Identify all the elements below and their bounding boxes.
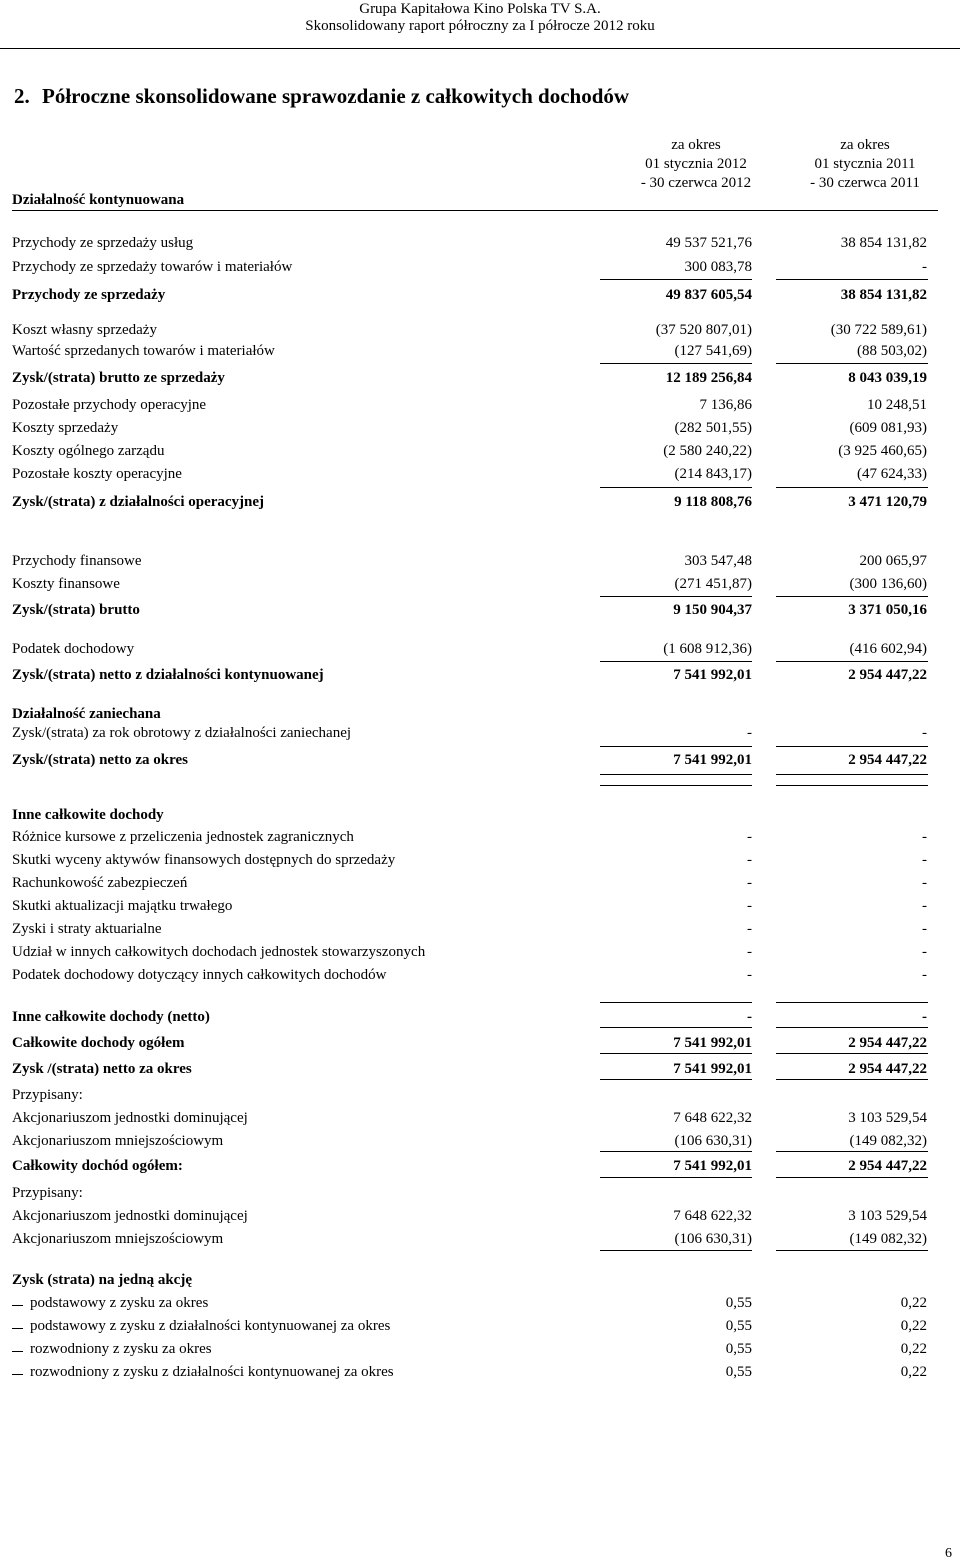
value-2011: - bbox=[922, 875, 927, 891]
subtotal-rule bbox=[600, 1027, 752, 1028]
table-row bbox=[0, 1318, 960, 1338]
value-2011: 3 103 529,54 bbox=[848, 1208, 927, 1224]
table-row bbox=[0, 875, 960, 895]
bullet-dash bbox=[12, 1374, 23, 1375]
value-2011: 2 954 447,22 bbox=[848, 1158, 927, 1174]
subtotal-rule bbox=[776, 1027, 928, 1028]
table-row bbox=[0, 1158, 960, 1178]
subtotal-rule bbox=[776, 596, 928, 597]
row-label: podstawowy z zysku za okres bbox=[30, 1295, 209, 1311]
table-row bbox=[0, 576, 960, 596]
row-label: Skutki wyceny aktywów finansowych dostępnych do sprzedaży bbox=[12, 852, 396, 868]
value-2011: - bbox=[922, 852, 927, 868]
subtotal-rule bbox=[600, 487, 752, 488]
table-row bbox=[0, 343, 960, 363]
row-label: Przychody ze sprzedaży usług bbox=[12, 235, 194, 251]
header-company: Grupa Kapitałowa Kino Polska TV S.A. bbox=[359, 1, 601, 17]
subtotal-rule bbox=[776, 1151, 928, 1152]
value-2012: (1 608 912,36) bbox=[663, 641, 752, 657]
value-2011: 3 371 050,16 bbox=[848, 602, 927, 618]
value-2011: 2 954 447,22 bbox=[848, 1035, 927, 1051]
row-label: Podatek dochodowy dotyczący innych całkowitych dochodów bbox=[12, 967, 387, 983]
value-2011: (416 602,94) bbox=[849, 641, 927, 657]
value-2012: - bbox=[747, 967, 752, 983]
header-report-title: Skonsolidowany raport półroczny za I półrocze 2012 roku bbox=[305, 18, 655, 34]
subtotal-rule bbox=[776, 746, 928, 747]
row-label: Zysk/(strata) brutto bbox=[12, 602, 140, 618]
value-2011: 38 854 131,82 bbox=[840, 235, 927, 251]
row-label: Wartość sprzedanych towarów i materiałów bbox=[12, 343, 275, 359]
table-row bbox=[0, 322, 960, 342]
subtotal-rule bbox=[600, 1151, 752, 1152]
section-number: 2. bbox=[14, 84, 30, 108]
value-2012: 7 541 992,01 bbox=[673, 1158, 752, 1174]
table-row bbox=[0, 602, 960, 622]
subtotal-rule bbox=[600, 1079, 752, 1080]
row-label: rozwodniony z zysku z działalności kontynuowanej za okres bbox=[30, 1364, 394, 1380]
row-label: Inne całkowite dochody (netto) bbox=[12, 1009, 210, 1025]
row-label: Przypisany: bbox=[12, 1087, 83, 1103]
value-2012: 0,55 bbox=[725, 1341, 752, 1357]
value-2011: 3 471 120,79 bbox=[848, 494, 927, 510]
value-2011: 38 854 131,82 bbox=[840, 287, 927, 303]
section-title: Półroczne skonsolidowane sprawozdanie z całkowitych dochodów bbox=[42, 84, 630, 108]
row-label: Przychody finansowe bbox=[12, 553, 142, 569]
value-2011: (149 082,32) bbox=[849, 1231, 927, 1247]
value-2012: 0,55 bbox=[725, 1318, 752, 1334]
value-2012: - bbox=[747, 852, 752, 868]
value-2012: 7 541 992,01 bbox=[673, 1035, 752, 1051]
value-2012: 12 189 256,84 bbox=[665, 370, 752, 386]
row-label: Zysk/(strata) netto za okres bbox=[12, 752, 188, 768]
subtotal-rule bbox=[600, 1177, 752, 1178]
value-2011: - bbox=[922, 967, 927, 983]
value-2011: (609 081,93) bbox=[849, 420, 927, 436]
value-2011: - bbox=[922, 259, 927, 275]
table-row bbox=[0, 1009, 960, 1029]
table-row bbox=[0, 1364, 960, 1384]
value-2012: 9 150 904,37 bbox=[673, 602, 752, 618]
value-2012: 9 118 808,76 bbox=[674, 494, 752, 510]
table-row bbox=[0, 397, 960, 417]
value-2012: 7 136,86 bbox=[699, 397, 752, 413]
value-2011: 2 954 447,22 bbox=[848, 667, 927, 683]
subtotal-rule bbox=[600, 363, 752, 364]
table-row bbox=[0, 1272, 960, 1292]
row-label: Akcjonariuszom mniejszościowym bbox=[12, 1133, 224, 1149]
table-row bbox=[0, 1341, 960, 1361]
table-row bbox=[0, 259, 960, 279]
value-2012: 7 541 992,01 bbox=[673, 667, 752, 683]
row-label: Przychody ze sprzedaży bbox=[12, 287, 166, 303]
bullet-dash bbox=[12, 1328, 23, 1329]
row-label: Zysk/(strata) netto z działalności kontynuowanej bbox=[12, 667, 324, 683]
row-label: Koszty finansowe bbox=[12, 576, 120, 592]
table-row bbox=[0, 443, 960, 463]
table-row bbox=[0, 1035, 960, 1055]
value-2012: - bbox=[747, 875, 752, 891]
header-divider bbox=[0, 48, 960, 49]
value-2011: (30 722 589,61) bbox=[830, 322, 927, 338]
row-label: Inne całkowite dochody bbox=[12, 807, 164, 823]
value-2012: - bbox=[747, 898, 752, 914]
double-underline bbox=[600, 785, 752, 786]
value-2011: (88 503,02) bbox=[857, 343, 927, 359]
table-row bbox=[0, 898, 960, 918]
column-header-2012-line3: - 30 czerwca 2012 bbox=[640, 175, 752, 191]
column-header-2012-line1: za okres bbox=[671, 137, 721, 153]
value-2012: (106 630,31) bbox=[674, 1231, 752, 1247]
subtotal-rule bbox=[600, 661, 752, 662]
column-header-2011-line1: za okres bbox=[840, 137, 890, 153]
subtotal-rule bbox=[776, 1053, 928, 1054]
value-2012: (127 541,69) bbox=[674, 343, 752, 359]
double-underline bbox=[776, 785, 928, 786]
value-2012: (106 630,31) bbox=[674, 1133, 752, 1149]
value-2011: 0,22 bbox=[900, 1318, 927, 1334]
table-row bbox=[0, 944, 960, 964]
value-2011: - bbox=[922, 725, 927, 741]
value-2011: (47 624,33) bbox=[857, 466, 927, 482]
table-row bbox=[0, 370, 960, 390]
subtotal-rule bbox=[600, 1002, 752, 1003]
row-label: Przychody ze sprzedaży towarów i materiałów bbox=[12, 259, 293, 275]
value-2011: 8 043 039,19 bbox=[848, 370, 927, 386]
value-2012: (271 451,87) bbox=[674, 576, 752, 592]
value-2011: (3 925 460,65) bbox=[838, 443, 927, 459]
value-2011: - bbox=[922, 921, 927, 937]
row-label: rozwodniony z zysku za okres bbox=[30, 1341, 212, 1357]
value-2012: 7 648 622,32 bbox=[673, 1110, 752, 1126]
row-label: Rachunkowość zabezpieczeń bbox=[12, 875, 188, 891]
value-2011: 10 248,51 bbox=[867, 397, 927, 413]
subtotal-rule bbox=[600, 1250, 752, 1251]
table-row bbox=[0, 1185, 960, 1205]
column-header-divider bbox=[12, 210, 938, 211]
value-2012: (37 520 807,01) bbox=[655, 322, 752, 338]
row-label: Zysk/(strata) za rok obrotowy z działalności zaniechanej bbox=[12, 725, 352, 741]
row-label: Różnice kursowe z przeliczenia jednostek zagranicznych bbox=[12, 829, 354, 845]
value-2012: (214 843,17) bbox=[674, 466, 752, 482]
row-label: podstawowy z zysku z działalności kontynuowanej za okres bbox=[30, 1318, 391, 1334]
table-row bbox=[0, 967, 960, 987]
table-row bbox=[0, 667, 960, 687]
value-2012: 0,55 bbox=[725, 1364, 752, 1380]
table-row bbox=[0, 1231, 960, 1251]
table-row bbox=[0, 641, 960, 661]
value-2011: 200 065,97 bbox=[859, 553, 927, 569]
value-2011: - bbox=[922, 898, 927, 914]
table-row bbox=[0, 1295, 960, 1315]
subtotal-rule bbox=[776, 363, 928, 364]
row-label: Akcjonariuszom jednostki dominującej bbox=[12, 1110, 248, 1126]
subtotal-rule bbox=[600, 279, 752, 280]
table-row bbox=[0, 494, 960, 514]
double-underline bbox=[776, 774, 928, 775]
row-label: Zysk/(strata) brutto ze sprzedaży bbox=[12, 370, 225, 386]
value-2012: 49 837 605,54 bbox=[665, 287, 752, 303]
row-label: Pozostałe przychody operacyjne bbox=[12, 397, 207, 413]
value-2012: - bbox=[747, 725, 752, 741]
value-2011: - bbox=[922, 1009, 927, 1025]
row-label: Koszt własny sprzedaży bbox=[12, 322, 157, 338]
column-header-2011-line2: 01 stycznia 2011 bbox=[814, 156, 916, 172]
value-2012: 0,55 bbox=[725, 1295, 752, 1311]
column-header-2011 bbox=[780, 136, 950, 193]
value-2012: (2 580 240,22) bbox=[663, 443, 752, 459]
value-2012: - bbox=[747, 921, 752, 937]
row-label: Podatek dochodowy bbox=[12, 641, 135, 657]
value-2011: 2 954 447,22 bbox=[848, 1061, 927, 1077]
row-label: Zyski i straty aktuarialne bbox=[12, 921, 162, 937]
row-label: Koszty sprzedaży bbox=[12, 420, 119, 436]
value-2011: 0,22 bbox=[900, 1295, 927, 1311]
double-underline bbox=[600, 774, 752, 775]
table-row bbox=[0, 1061, 960, 1081]
row-label: Koszty ogólnego zarządu bbox=[12, 443, 165, 459]
page-number: 6 bbox=[945, 1546, 952, 1561]
value-2012: 7 648 622,32 bbox=[673, 1208, 752, 1224]
row-label: Akcjonariuszom mniejszościowym bbox=[12, 1231, 224, 1247]
row-label: Przypisany: bbox=[12, 1185, 83, 1201]
value-2011: 2 954 447,22 bbox=[848, 752, 927, 768]
bullet-dash bbox=[12, 1305, 23, 1306]
table-row bbox=[0, 852, 960, 872]
table-row bbox=[0, 1133, 960, 1153]
value-2011: 3 103 529,54 bbox=[848, 1110, 927, 1126]
table-row bbox=[0, 466, 960, 486]
value-2012: - bbox=[747, 1009, 752, 1025]
row-label: Zysk/(strata) z działalności operacyjnej bbox=[12, 494, 265, 510]
table-row bbox=[0, 752, 960, 772]
subtotal-rule bbox=[776, 1177, 928, 1178]
column-header-2012-line2: 01 stycznia 2012 bbox=[645, 156, 747, 172]
value-2012: - bbox=[747, 944, 752, 960]
row-label: Całkowity dochód ogółem: bbox=[12, 1158, 183, 1174]
subtotal-rule bbox=[600, 746, 752, 747]
value-2012: 7 541 992,01 bbox=[673, 1061, 752, 1077]
value-2011: - bbox=[922, 829, 927, 845]
row-label: Zysk /(strata) netto za okres bbox=[12, 1061, 192, 1077]
subtotal-rule bbox=[600, 1053, 752, 1054]
table-row bbox=[0, 1087, 960, 1107]
row-label: Skutki aktualizacji majątku trwałego bbox=[12, 898, 233, 914]
value-2012: (282 501,55) bbox=[674, 420, 752, 436]
column-header-2012 bbox=[611, 136, 781, 193]
table-row bbox=[0, 1110, 960, 1130]
value-2012: 300 083,78 bbox=[684, 259, 752, 275]
subtotal-rule bbox=[776, 1250, 928, 1251]
value-2011: - bbox=[922, 944, 927, 960]
table-row bbox=[0, 553, 960, 573]
table-row bbox=[0, 829, 960, 849]
row-label: Pozostałe koszty operacyjne bbox=[12, 466, 182, 482]
value-2011: 0,22 bbox=[900, 1364, 927, 1380]
section-heading bbox=[14, 84, 629, 109]
column-header-2011-line3: - 30 czerwca 2011 bbox=[810, 175, 920, 191]
subtotal-rule bbox=[776, 1079, 928, 1080]
table-row bbox=[0, 706, 960, 726]
value-2011: 0,22 bbox=[900, 1341, 927, 1357]
row-label: Działalność zaniechana bbox=[12, 706, 161, 722]
subtotal-rule bbox=[776, 279, 928, 280]
table-row bbox=[0, 921, 960, 941]
value-2012: 7 541 992,01 bbox=[673, 752, 752, 768]
row-label: Całkowite dochody ogółem bbox=[12, 1035, 185, 1051]
subtotal-rule bbox=[776, 1002, 928, 1003]
row-label: Zysk (strata) na jedną akcję bbox=[12, 1272, 192, 1288]
table-row bbox=[0, 807, 960, 827]
subtotal-rule bbox=[776, 487, 928, 488]
table-row bbox=[0, 235, 960, 255]
table-row bbox=[0, 287, 960, 307]
bullet-dash bbox=[12, 1351, 23, 1352]
value-2012: - bbox=[747, 829, 752, 845]
value-2011: (300 136,60) bbox=[849, 576, 927, 592]
table-row bbox=[0, 725, 960, 745]
subtotal-rule bbox=[600, 596, 752, 597]
value-2011: (149 082,32) bbox=[849, 1133, 927, 1149]
row-label: Akcjonariuszom jednostki dominującej bbox=[12, 1208, 248, 1224]
value-2012: 49 537 521,76 bbox=[665, 235, 752, 251]
value-2012: 303 547,48 bbox=[684, 553, 752, 569]
row-label: Udział w innych całkowitych dochodach jednostek stowarzyszonych bbox=[12, 944, 426, 960]
table-row bbox=[0, 420, 960, 440]
table-row bbox=[0, 1208, 960, 1228]
subtotal-rule bbox=[776, 661, 928, 662]
continuing-operations-label: Działalność kontynuowana bbox=[12, 192, 185, 208]
